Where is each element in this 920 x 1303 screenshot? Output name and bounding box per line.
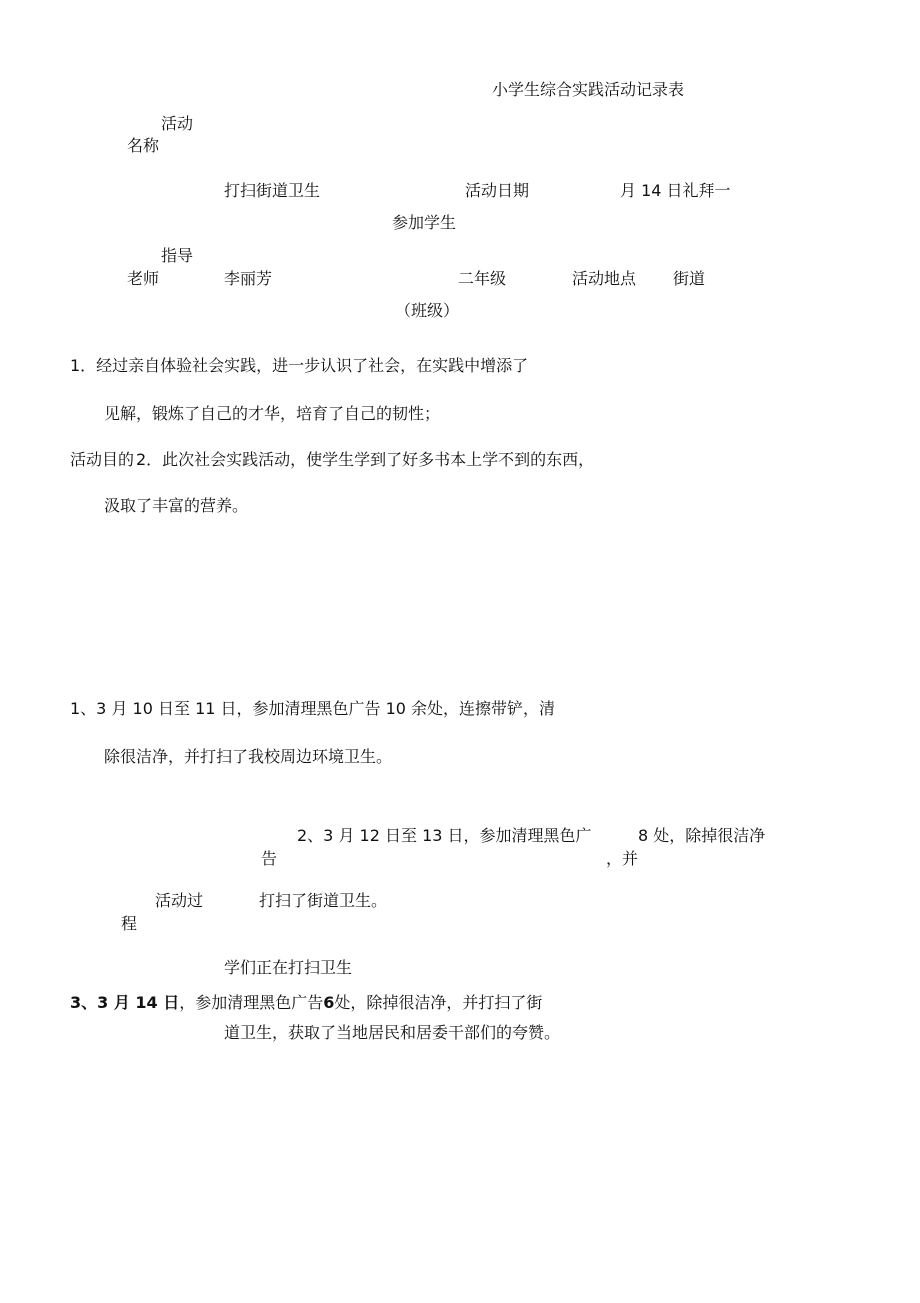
process-item3-text-end: 处，除掉很洁净，并打扫了街: [334, 993, 543, 1012]
purpose-line2: 见解，锻炼了自己的才华，培育了自己的韧性；: [104, 404, 441, 423]
process-item3-line1: [70, 995, 542, 1011]
page-title: 小学生综合实践活动记录表: [492, 80, 685, 99]
location-value: 街道: [673, 269, 706, 288]
process-item2-line2a: 告: [261, 849, 278, 868]
process-item1-line1: 1、3 月 10 日至 11 日，参加清理黑色广告 10 余处，连擦带铲，清: [70, 699, 556, 718]
teacher-value: 李丽芳: [224, 269, 273, 288]
process-item3-line2: 道卫生，获取了当地居民和居委干部们的夸赞。: [224, 1023, 561, 1042]
process-label-line2: 程: [121, 914, 138, 933]
activity-date-label: 活动日期: [465, 181, 530, 200]
class-label: （班级）: [395, 301, 460, 320]
participants-label: 参加学生: [392, 213, 457, 232]
process-item3-text: ，参加清理黑色广告: [179, 993, 324, 1012]
purpose-line3: 2．此次社会实践活动，使学生学到了好多书本上学不到的东西，: [136, 450, 595, 469]
activity-name-label-line2: 名称: [127, 136, 160, 155]
process-item2-line3: 打扫了街道卫生。: [259, 891, 388, 910]
activity-date-value: 月 14 日礼拜一: [620, 181, 731, 200]
process-item2-line1b: 8 处，除掉很洁净: [638, 826, 766, 845]
process-item2-line2b: ，并: [606, 849, 639, 868]
teacher-label-line1: 指导: [161, 246, 194, 265]
photo-caption: 学们正在打扫卫生: [224, 958, 353, 977]
purpose-line1: 1．经过亲自体验社会实践，进一步认识了社会，在实践中增添了: [70, 356, 529, 375]
process-item2-line1a: 2、3 月 12 日至 13 日，参加清理黑色广: [297, 826, 592, 845]
grade-value: 二年级: [458, 269, 507, 288]
activity-name-value: 打扫街道卫生: [224, 181, 321, 200]
purpose-label: 活动目的: [70, 450, 135, 469]
activity-name-label-line1: 活动: [161, 114, 194, 133]
location-label: 活动地点: [572, 269, 637, 288]
process-item3-prefix: 3、3 月 14 日: [70, 993, 180, 1012]
teacher-label-line2: 老师: [127, 269, 160, 288]
process-item1-line2: 除很洁净，并打扫了我校周边环境卫生。: [104, 747, 393, 766]
process-item3-count: 6: [323, 993, 335, 1012]
process-label-line1: 活动过: [155, 891, 204, 910]
purpose-line4: 汲取了丰富的营养。: [104, 496, 249, 515]
